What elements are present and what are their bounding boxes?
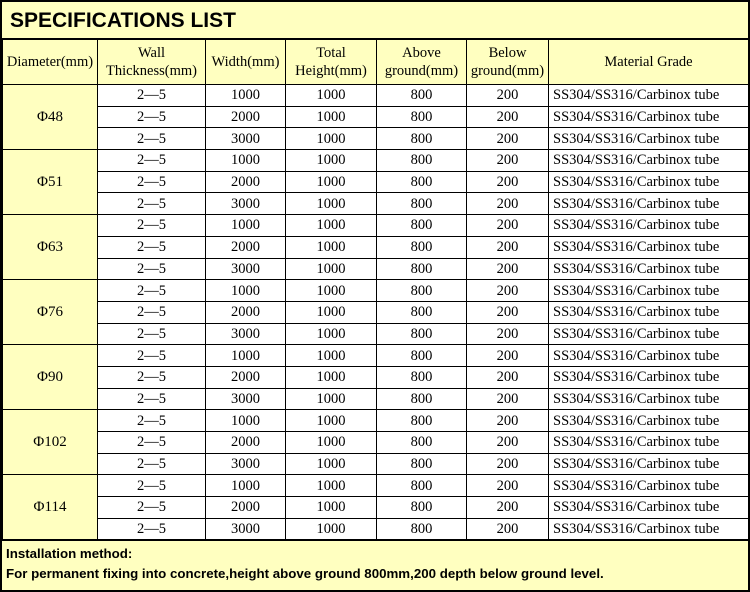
above-ground-cell: 800 [377, 128, 467, 150]
wall-thickness-cell: 2—5 [98, 106, 206, 128]
material-grade-cell: SS304/SS316/Carbinox tube [549, 432, 749, 454]
material-grade-cell: SS304/SS316/Carbinox tube [549, 171, 749, 193]
wall-thickness-cell: 2—5 [98, 280, 206, 302]
width-cell: 2000 [206, 366, 286, 388]
material-grade-cell: SS304/SS316/Carbinox tube [549, 150, 749, 172]
wall-thickness-cell: 2—5 [98, 432, 206, 454]
material-grade-cell: SS304/SS316/Carbinox tube [549, 518, 749, 540]
above-ground-cell: 800 [377, 85, 467, 107]
material-grade-cell: SS304/SS316/Carbinox tube [549, 497, 749, 519]
table-row [3, 388, 749, 410]
total-height-cell: 1000 [286, 388, 377, 410]
wall-thickness-cell: 2—5 [98, 128, 206, 150]
material-grade-cell: SS304/SS316/Carbinox tube [549, 323, 749, 345]
material-grade-cell: SS304/SS316/Carbinox tube [549, 106, 749, 128]
table-row [3, 345, 749, 367]
above-ground-cell: 800 [377, 171, 467, 193]
table-row [3, 410, 749, 432]
width-cell: 2000 [206, 106, 286, 128]
below-ground-cell: 200 [467, 150, 549, 172]
header-above-ground: Above ground(mm) [377, 40, 467, 85]
header-diameter: Diameter(mm) [3, 40, 98, 85]
total-height-cell: 1000 [286, 193, 377, 215]
total-height-cell: 1000 [286, 215, 377, 237]
table-row [3, 258, 749, 280]
table-row [3, 366, 749, 388]
material-grade-cell: SS304/SS316/Carbinox tube [549, 410, 749, 432]
table-row [3, 106, 749, 128]
wall-thickness-cell: 2—5 [98, 410, 206, 432]
table-row [3, 236, 749, 258]
diameter-cell: Φ63 [3, 215, 98, 280]
above-ground-cell: 800 [377, 106, 467, 128]
total-height-cell: 1000 [286, 128, 377, 150]
wall-thickness-cell: 2—5 [98, 497, 206, 519]
table-row [3, 215, 749, 237]
width-cell: 3000 [206, 388, 286, 410]
total-height-cell: 1000 [286, 475, 377, 497]
below-ground-cell: 200 [467, 171, 549, 193]
width-cell: 1000 [206, 150, 286, 172]
diameter-cell: Φ102 [3, 410, 98, 475]
width-cell: 1000 [206, 475, 286, 497]
below-ground-cell: 200 [467, 236, 549, 258]
wall-thickness-cell: 2—5 [98, 475, 206, 497]
total-height-cell: 1000 [286, 497, 377, 519]
total-height-cell: 1000 [286, 280, 377, 302]
material-grade-cell: SS304/SS316/Carbinox tube [549, 453, 749, 475]
wall-thickness-cell: 2—5 [98, 323, 206, 345]
above-ground-cell: 800 [377, 150, 467, 172]
total-height-cell: 1000 [286, 453, 377, 475]
below-ground-cell: 200 [467, 106, 549, 128]
material-grade-cell: SS304/SS316/Carbinox tube [549, 475, 749, 497]
diameter-cell: Φ90 [3, 345, 98, 410]
width-cell: 3000 [206, 258, 286, 280]
table-row [3, 128, 749, 150]
table-row [3, 171, 749, 193]
below-ground-cell: 200 [467, 215, 549, 237]
wall-thickness-cell: 2—5 [98, 366, 206, 388]
width-cell: 3000 [206, 453, 286, 475]
total-height-cell: 1000 [286, 85, 377, 107]
total-height-cell: 1000 [286, 345, 377, 367]
total-height-cell: 1000 [286, 323, 377, 345]
total-height-cell: 1000 [286, 236, 377, 258]
wall-thickness-cell: 2—5 [98, 345, 206, 367]
below-ground-cell: 200 [467, 323, 549, 345]
table-row [3, 518, 749, 540]
below-ground-cell: 200 [467, 453, 549, 475]
header-width: Width(mm) [206, 40, 286, 85]
diameter-cell: Φ76 [3, 280, 98, 345]
below-ground-cell: 200 [467, 128, 549, 150]
wall-thickness-cell: 2—5 [98, 236, 206, 258]
total-height-cell: 1000 [286, 432, 377, 454]
table-row [3, 193, 749, 215]
width-cell: 2000 [206, 236, 286, 258]
wall-thickness-cell: 2—5 [98, 215, 206, 237]
width-cell: 3000 [206, 193, 286, 215]
material-grade-cell: SS304/SS316/Carbinox tube [549, 85, 749, 107]
width-cell: 2000 [206, 497, 286, 519]
table-row [3, 453, 749, 475]
above-ground-cell: 800 [377, 301, 467, 323]
below-ground-cell: 200 [467, 366, 549, 388]
table-row [3, 497, 749, 519]
header-row [3, 40, 749, 85]
below-ground-cell: 200 [467, 497, 549, 519]
total-height-cell: 1000 [286, 106, 377, 128]
total-height-cell: 1000 [286, 366, 377, 388]
installation-note [2, 540, 748, 584]
table-row [3, 323, 749, 345]
table-row [3, 85, 749, 107]
table-row [3, 475, 749, 497]
table-row [3, 301, 749, 323]
width-cell: 3000 [206, 128, 286, 150]
below-ground-cell: 200 [467, 388, 549, 410]
above-ground-cell: 800 [377, 453, 467, 475]
material-grade-cell: SS304/SS316/Carbinox tube [549, 258, 749, 280]
table-row [3, 280, 749, 302]
below-ground-cell: 200 [467, 475, 549, 497]
below-ground-cell: 200 [467, 258, 549, 280]
above-ground-cell: 800 [377, 388, 467, 410]
header-material-grade: Material Grade [549, 40, 749, 85]
above-ground-cell: 800 [377, 410, 467, 432]
material-grade-cell: SS304/SS316/Carbinox tube [549, 236, 749, 258]
width-cell: 2000 [206, 171, 286, 193]
material-grade-cell: SS304/SS316/Carbinox tube [549, 280, 749, 302]
wall-thickness-cell: 2—5 [98, 193, 206, 215]
page-title: SPECIFICATIONS LIST [2, 2, 748, 39]
material-grade-cell: SS304/SS316/Carbinox tube [549, 128, 749, 150]
total-height-cell: 1000 [286, 258, 377, 280]
material-grade-cell: SS304/SS316/Carbinox tube [549, 301, 749, 323]
total-height-cell: 1000 [286, 518, 377, 540]
spec-table [2, 39, 749, 540]
above-ground-cell: 800 [377, 497, 467, 519]
below-ground-cell: 200 [467, 85, 549, 107]
diameter-cell: Φ114 [3, 475, 98, 540]
table-row [3, 150, 749, 172]
above-ground-cell: 800 [377, 366, 467, 388]
material-grade-cell: SS304/SS316/Carbinox tube [549, 345, 749, 367]
width-cell: 1000 [206, 280, 286, 302]
below-ground-cell: 200 [467, 518, 549, 540]
material-grade-cell: SS304/SS316/Carbinox tube [549, 215, 749, 237]
material-grade-cell: SS304/SS316/Carbinox tube [549, 193, 749, 215]
wall-thickness-cell: 2—5 [98, 388, 206, 410]
header-below-ground: Below ground(mm) [467, 40, 549, 85]
width-cell: 3000 [206, 518, 286, 540]
diameter-cell: Φ48 [3, 85, 98, 150]
below-ground-cell: 200 [467, 345, 549, 367]
wall-thickness-cell: 2—5 [98, 85, 206, 107]
width-cell: 2000 [206, 301, 286, 323]
wall-thickness-cell: 2—5 [98, 258, 206, 280]
header-wall-thickness: Wall Thickness(mm) [98, 40, 206, 85]
above-ground-cell: 800 [377, 236, 467, 258]
total-height-cell: 1000 [286, 410, 377, 432]
wall-thickness-cell: 2—5 [98, 518, 206, 540]
width-cell: 3000 [206, 323, 286, 345]
below-ground-cell: 200 [467, 432, 549, 454]
above-ground-cell: 800 [377, 432, 467, 454]
above-ground-cell: 800 [377, 215, 467, 237]
material-grade-cell: SS304/SS316/Carbinox tube [549, 366, 749, 388]
wall-thickness-cell: 2—5 [98, 150, 206, 172]
above-ground-cell: 800 [377, 323, 467, 345]
table-row [3, 432, 749, 454]
below-ground-cell: 200 [467, 410, 549, 432]
width-cell: 1000 [206, 215, 286, 237]
total-height-cell: 1000 [286, 171, 377, 193]
width-cell: 1000 [206, 85, 286, 107]
above-ground-cell: 800 [377, 518, 467, 540]
above-ground-cell: 800 [377, 345, 467, 367]
above-ground-cell: 800 [377, 475, 467, 497]
wall-thickness-cell: 2—5 [98, 301, 206, 323]
below-ground-cell: 200 [467, 301, 549, 323]
installation-text: For permanent fixing into concrete,height above ground 800mm,200 depth below ground level. [6, 566, 604, 582]
width-cell: 1000 [206, 345, 286, 367]
width-cell: 2000 [206, 432, 286, 454]
material-grade-cell: SS304/SS316/Carbinox tube [549, 388, 749, 410]
installation-heading: Installation method: [6, 546, 133, 562]
width-cell: 1000 [206, 410, 286, 432]
total-height-cell: 1000 [286, 150, 377, 172]
above-ground-cell: 800 [377, 280, 467, 302]
above-ground-cell: 800 [377, 193, 467, 215]
diameter-cell: Φ51 [3, 150, 98, 215]
header-total-height: Total Height(mm) [286, 40, 377, 85]
below-ground-cell: 200 [467, 280, 549, 302]
below-ground-cell: 200 [467, 193, 549, 215]
above-ground-cell: 800 [377, 258, 467, 280]
wall-thickness-cell: 2—5 [98, 453, 206, 475]
total-height-cell: 1000 [286, 301, 377, 323]
wall-thickness-cell: 2—5 [98, 171, 206, 193]
spec-table-body [3, 85, 749, 540]
